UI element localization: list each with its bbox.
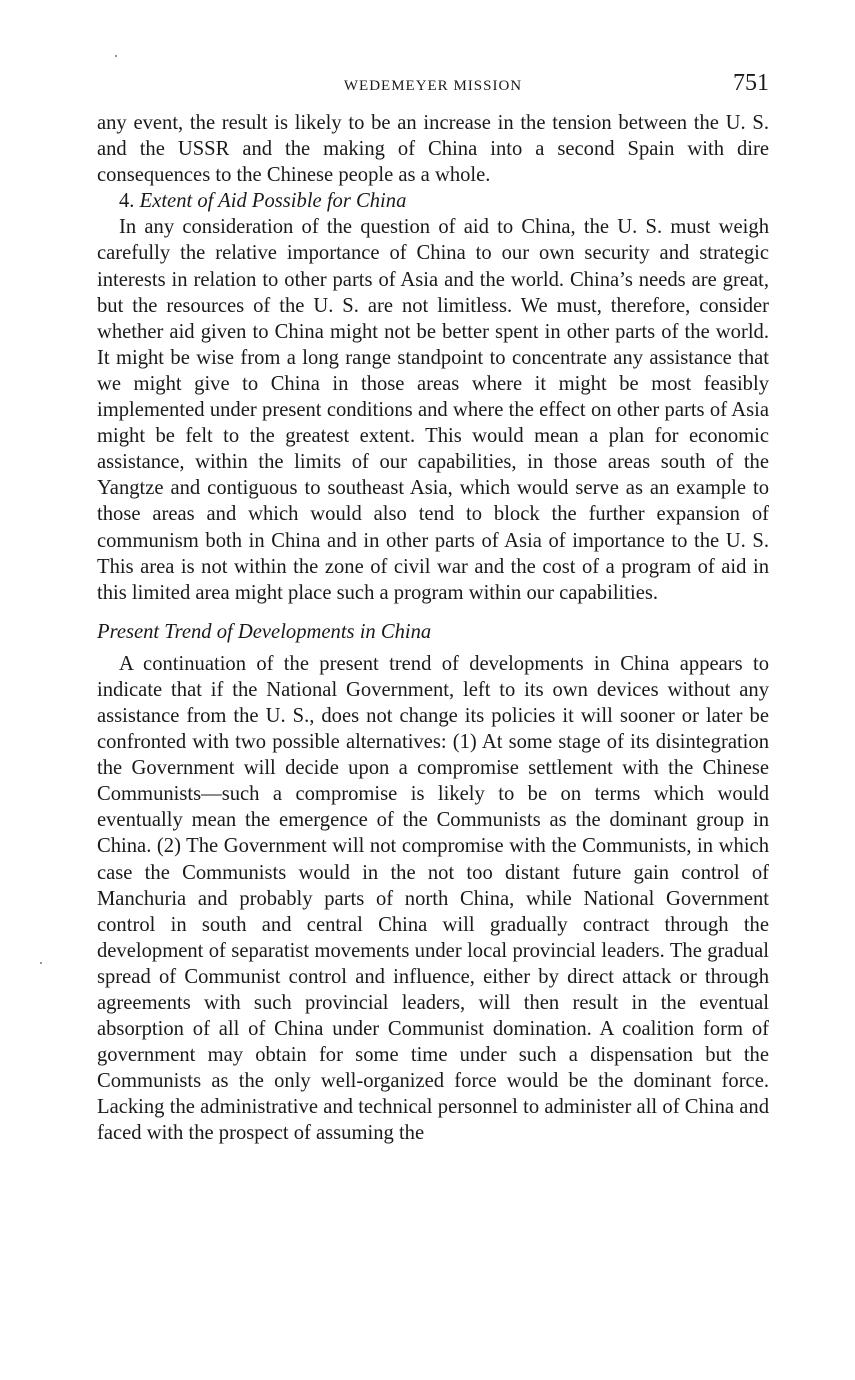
section-heading: Present Trend of Developments in China — [97, 620, 432, 643]
running-title: WEDEMEYER MISSION — [343, 78, 523, 94]
document-page — [97, 70, 769, 1147]
stray-mark-left — [40, 962, 42, 964]
subsection-heading — [97, 188, 769, 214]
subsection-title: Extent of Aid Possible for China — [139, 190, 407, 213]
stray-mark-top — [115, 55, 117, 57]
paragraph-trend: A continuation of the present trend of developments in China appears to indicate that if the National Government, left to its own devices without any assistance from the U. S., does not change its policies it will sooner or later be confronted with two possible alternatives: (1) At some stage of its disintegration the Government will decide upon a compromise settlement with the Chinese Communists—such a compromise is likely to be on terms which would eventually mean the emergence of the Communists as the dominant group in China. (2) The Government will not compromise with the Communists, in which case the Communists would in the not too distant future gain control of Manchuria and probably parts of north China, while National Government control in south and central China will gradually contract through the development of separatist movements under local provincial leaders. The gradual spread of Communist control and influence, either by direct attack or through agreements with such provincial leaders, will then result in the eventual absorption of all of China under Communist domination. A coalition form of government may obtain for some time under such a dispensation but the Communists as the only well-organized force would be the dominant force. Lacking the administrative and technical personnel to administer all of China and faced with the prospect of assuming the — [97, 652, 769, 1145]
paragraph-aid: In any consideration of the question of aid to China, the U. S. must weigh carefully the relative importance of China to our own security and strategic interests in relation to other parts of Asia and the world. China’s needs are great, but the resources of the U. S. are not limitless. We must, therefore, consider whether aid given to China might not be better spent in other parts of the world. It might be wise from a long range standpoint to concentrate any assistance that we might give to China in those areas where it might be most feasibly implemented under present conditions and where the effect on other parts of Asia might be felt to the greatest extent. This would mean a plan for economic assistance, within the limits of our capabilities, in those areas south of the Yangtze and contiguous to southeast Asia, which would serve as an example to those areas and which would also tend to block the further expansion of communism both in China and in other parts of Asia of importance to the U. S. This area is not within the zone of civil war and the cost of a program of aid in this limited area might place such a program within our capabilities. — [97, 216, 769, 604]
page-number: 751 — [733, 70, 769, 96]
subsection-number: 4. — [119, 190, 135, 213]
paragraph-continued: any event, the result is likely to be an increase in the tension between the U. S. and the USSR and the making of China into a second Spain with dire consequences to the Chinese people as a whole. — [97, 112, 769, 187]
running-head — [97, 70, 769, 110]
